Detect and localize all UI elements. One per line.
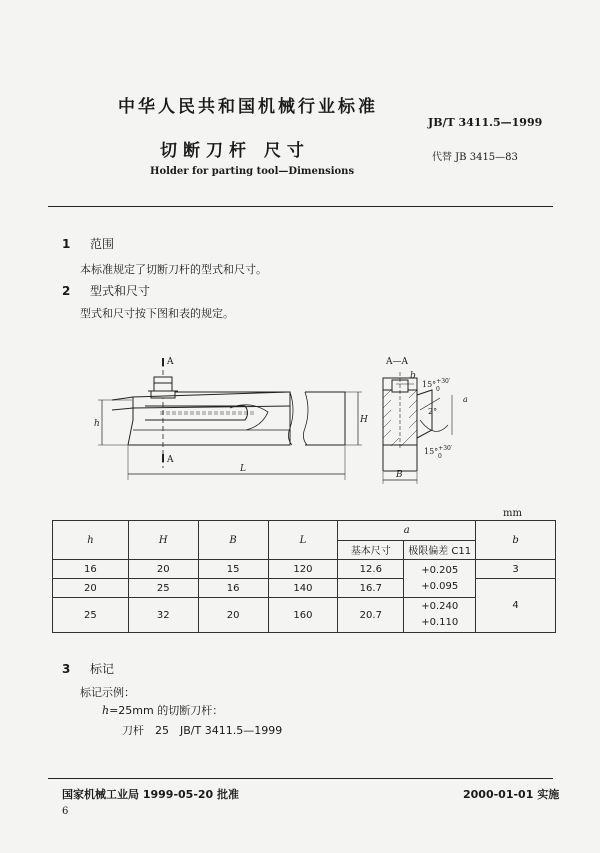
table-header-row bbox=[53, 521, 556, 541]
header-rule bbox=[48, 206, 553, 207]
marking-example-text: =25mm 的切断刀杆： bbox=[109, 704, 224, 717]
header-H: H bbox=[128, 521, 198, 560]
cell-a-tol-group-2 bbox=[404, 598, 476, 633]
section-1-title: 范围 bbox=[90, 237, 115, 251]
dim-label-H: H bbox=[360, 415, 368, 425]
cell-L: 120 bbox=[268, 560, 338, 579]
header-B: B bbox=[198, 521, 268, 560]
section-3-heading bbox=[62, 660, 114, 677]
section-mark-top: A bbox=[167, 357, 174, 367]
standard-number: JB/T 3411.5—1999 bbox=[428, 116, 543, 129]
tol-lower: +0.110 bbox=[421, 617, 459, 628]
cell-L: 160 bbox=[268, 598, 338, 633]
replaces-standard: 代替 JB 3415—83 bbox=[432, 152, 518, 163]
page-number: 6 bbox=[62, 806, 69, 817]
dimensions-table bbox=[52, 520, 556, 633]
title-english: Holder for parting tool—Dimensions bbox=[150, 166, 355, 177]
cell-b: 4 bbox=[476, 579, 556, 633]
table-row bbox=[53, 560, 556, 579]
cell-b: 3 bbox=[476, 560, 556, 579]
table-row bbox=[53, 579, 556, 598]
section-2-text: 型式和尺寸按下图和表的规定。 bbox=[80, 307, 234, 320]
footer-rule bbox=[48, 778, 553, 779]
angle-top-lower: 0 bbox=[436, 386, 440, 393]
cell-a-basic: 12.6 bbox=[338, 560, 404, 579]
section-1-number: 1 bbox=[62, 237, 71, 251]
dim-label-L: L bbox=[240, 464, 246, 474]
section-2-title: 型式和尺寸 bbox=[90, 284, 151, 298]
tol-upper: +0.205 bbox=[421, 564, 459, 576]
section-view-label: A—A bbox=[386, 357, 408, 367]
cell-h: 20 bbox=[53, 579, 129, 598]
angle-bottom: 15°$^{+30'}$ bbox=[424, 445, 453, 456]
dim-label-b: b bbox=[410, 371, 416, 381]
section-3-title: 标记 bbox=[90, 662, 115, 676]
angle-mid: 2° bbox=[428, 407, 438, 416]
section-1-heading bbox=[62, 235, 114, 252]
table-unit: mm bbox=[503, 508, 522, 519]
cell-B: 16 bbox=[198, 579, 268, 598]
cell-a-basic: 16.7 bbox=[338, 579, 404, 598]
implementation-date: 2000-01-01 实施 bbox=[463, 788, 560, 801]
tol-upper: +0.240 bbox=[421, 601, 459, 612]
section-1-text: 本标准规定了切断刀杆的型式和尺寸。 bbox=[80, 263, 267, 276]
section-mark-bottom: A bbox=[167, 455, 174, 465]
cell-h: 16 bbox=[53, 560, 129, 579]
cell-H: 25 bbox=[128, 579, 198, 598]
header-L: L bbox=[268, 521, 338, 560]
dim-label-h: h bbox=[94, 419, 100, 429]
cell-a-tol-group-1 bbox=[404, 560, 476, 598]
header-a: a bbox=[338, 521, 476, 541]
tol-lower: +0.095 bbox=[421, 580, 459, 592]
section-view bbox=[383, 372, 452, 484]
header-b: b bbox=[476, 521, 556, 560]
angle-top: 15°$^{+30'}$ bbox=[422, 378, 451, 389]
front-view bbox=[98, 358, 362, 480]
angle-bottom-lower: 0 bbox=[438, 453, 442, 460]
approval-line: 国家机械工业局 1999-05-20 批准 bbox=[62, 788, 240, 801]
cell-H: 20 bbox=[128, 560, 198, 579]
issuing-organization: 中华人民共和国机械行业标准 bbox=[118, 97, 378, 117]
title-chinese: 切断刀杆 尺寸 bbox=[160, 141, 310, 161]
marking-example-label: 标记示例： bbox=[80, 686, 135, 699]
cell-a-basic: 20.7 bbox=[338, 598, 404, 633]
cell-B: 15 bbox=[198, 560, 268, 579]
marking-example-desc bbox=[102, 702, 223, 718]
cell-H: 32 bbox=[128, 598, 198, 633]
holder-drawing bbox=[0, 350, 600, 500]
dim-label-a: a bbox=[463, 395, 468, 404]
cell-B: 20 bbox=[198, 598, 268, 633]
header-a-basic: 基本尺寸 bbox=[338, 540, 404, 560]
marking-example-var: h bbox=[102, 704, 110, 717]
dim-label-B: B bbox=[396, 470, 403, 480]
cell-h: 25 bbox=[53, 598, 129, 633]
section-2-number: 2 bbox=[62, 284, 71, 298]
header-a-tol: 极限偏差 C11 bbox=[404, 540, 476, 560]
marking-example: 刀杆 25 JB/T 3411.5—1999 bbox=[122, 724, 283, 737]
cell-L: 140 bbox=[268, 579, 338, 598]
section-3-number: 3 bbox=[62, 662, 71, 676]
header-h: h bbox=[53, 521, 129, 560]
section-2-heading bbox=[62, 282, 150, 299]
